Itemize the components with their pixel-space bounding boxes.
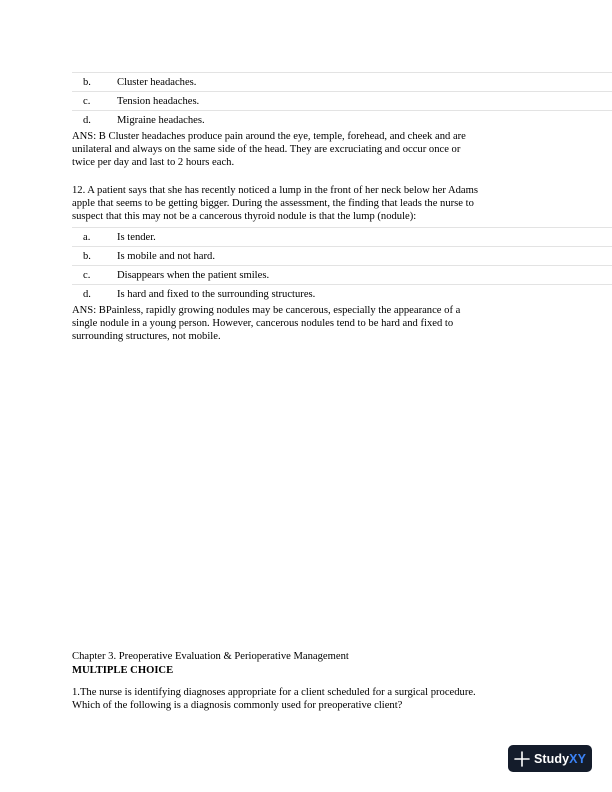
option-row: [72, 72, 612, 91]
brand-name: [534, 752, 586, 766]
stem-line: suspect that this may not be a cancerous thyroid nodule is that the lump (nodule):: [72, 211, 417, 222]
option-row: [72, 110, 612, 129]
brand-suffix: XY: [569, 751, 587, 766]
question12-answer: [72, 304, 460, 343]
option-text: Is hard and fixed to the surrounding structures.: [117, 289, 316, 300]
answer-line: single nodule in a young person. However, cancerous nodules tend to be hard and fixed to: [72, 318, 454, 329]
option-text: Migraine headaches.: [117, 115, 205, 126]
option-text: Cluster headaches.: [117, 77, 197, 88]
option-letter: c.: [83, 96, 91, 107]
option-letter: b.: [83, 77, 91, 88]
option-row: [72, 227, 612, 246]
brand-study: Study: [533, 751, 570, 766]
question11-answer: [72, 130, 466, 169]
option-letter: d.: [83, 115, 91, 126]
option-letter: b.: [83, 251, 91, 262]
option-letter: d.: [83, 289, 91, 300]
section-heading: MULTIPLE CHOICE: [72, 665, 174, 676]
option-letter: a.: [83, 232, 91, 243]
option-row: [72, 91, 612, 110]
studyxy-badge[interactable]: [508, 745, 592, 772]
answer-line: ANS: B Cluster headaches produce pain around the eye, temple, forehead, and cheek and are: [72, 131, 466, 142]
stem-line: apple that seems to be getting bigger. During the assessment, the finding that leads the nurse to: [72, 198, 474, 209]
option-row: [72, 246, 612, 265]
answer-line: unilateral and always on the same side of the head. They are excruciating and occur once or: [72, 144, 461, 155]
option-text: Is mobile and not hard.: [117, 251, 215, 262]
question12-stem: [72, 184, 478, 223]
option-text: Tension headaches.: [117, 96, 200, 107]
option-letter: c.: [83, 270, 91, 281]
chapter-title: Chapter 3. Preoperative Evaluation & Perioperative Management: [72, 651, 349, 662]
stem-line: 12. A patient says that she has recently noticed a lump in the front of her neck below her Adams: [72, 185, 478, 196]
answer-line: ANS: BPainless, rapidly growing nodules may be cancerous, especially the appearance of a: [72, 305, 461, 316]
option-row: [72, 284, 612, 303]
question1-stem: [72, 686, 476, 712]
answer-line: twice per day and last to 2 hours each.: [72, 157, 235, 168]
option-text: Disappears when the patient smiles.: [117, 270, 270, 281]
option-row: [72, 265, 612, 284]
answer-line: surrounding structures, not mobile.: [72, 331, 221, 342]
plus-icon: [514, 751, 530, 767]
stem-line: Which of the following is a diagnosis commonly used for preoperative client?: [72, 700, 403, 711]
option-text: Is tender.: [117, 232, 156, 243]
stem-line: 1.The nurse is identifying diagnoses appropriate for a client scheduled for a surgical procedure.: [72, 687, 476, 698]
